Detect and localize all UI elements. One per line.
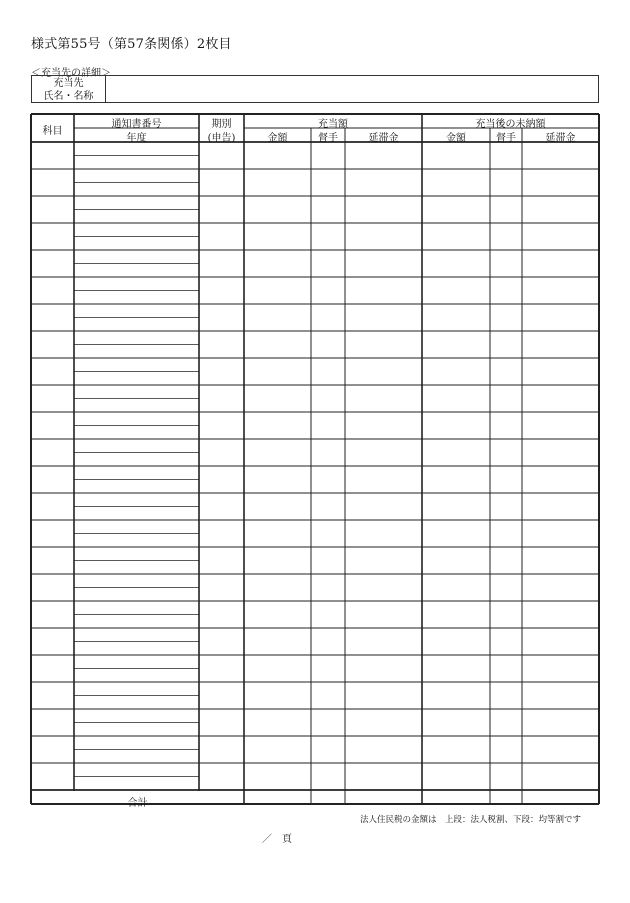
header-period: 期別 [211,119,232,130]
payee-label-line1: 充当先 [53,78,84,89]
header-subject: 科目 [42,126,63,137]
header-applied-amount: 充当額 [318,119,348,130]
header-remaining-dunning-fee: 督手 [496,133,516,144]
header-remaining-late-fee: 延滞金 [545,133,576,144]
header-fiscal-year: 年度 [126,133,147,144]
form-title: 様式第55号（第57条関係）2枚目 [31,37,232,52]
header-filing: (申告) [207,133,236,144]
header-applied-late-fee: 延滞金 [368,133,399,144]
header-applied-dunning-fee: 督手 [318,133,338,144]
footnote: 法人住民税の金額は 上段：法人税割、下段：均等割です [360,815,582,825]
page-number: ／ 頁 [262,834,292,845]
header-applied-amount-amount: 金額 [267,133,288,144]
section-label: ＜充当先の詳細＞ [31,68,111,79]
header-remaining-amount: 金額 [446,133,466,144]
header-remaining-unpaid: 充当後の未納額 [475,119,546,130]
total-row-label: 合計 [127,798,148,809]
payee-label-line2: 氏名・名称 [43,91,94,102]
header-notice-number: 通知書番号 [111,119,162,130]
